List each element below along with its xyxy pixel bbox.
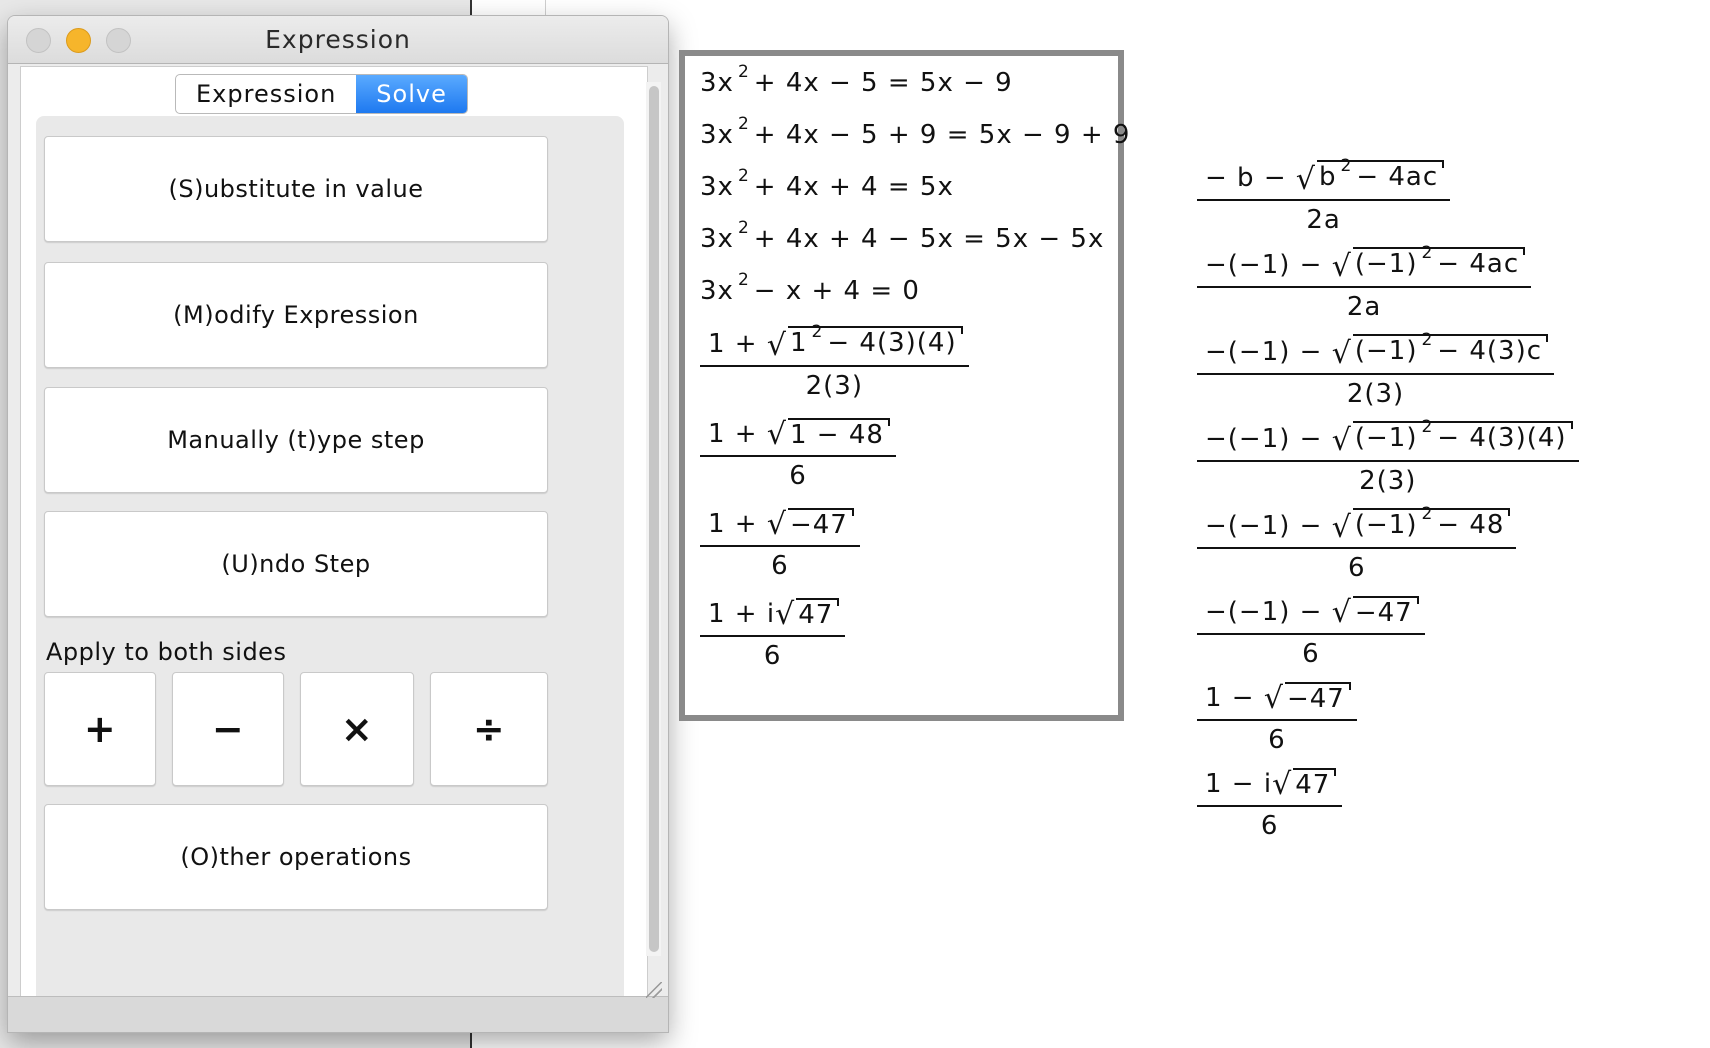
radicand: − 48 <box>1437 510 1505 540</box>
step-term: 3x <box>700 172 734 202</box>
step-row-5 <box>700 270 1130 308</box>
sqrt-icon: √ <box>1295 162 1316 197</box>
numerator-term: 1 − i <box>1205 769 1273 799</box>
title-bar[interactable] <box>8 16 668 64</box>
step-fraction-2 <box>700 417 896 493</box>
sqrt-icon: √ <box>1331 510 1352 545</box>
exponent: 2 <box>737 270 750 290</box>
radicand: (−1) <box>1354 423 1418 453</box>
step-term: 3x <box>700 276 734 306</box>
denominator: 2a <box>1306 205 1341 235</box>
resize-grip-icon[interactable] <box>646 982 662 998</box>
exponent: 2 <box>1421 504 1434 524</box>
alt-fraction-5 <box>1197 504 1516 585</box>
step-term: 3x <box>700 120 734 150</box>
alternative-steps <box>1197 156 1579 853</box>
alt-fraction-6 <box>1197 595 1425 671</box>
exponent: 2 <box>811 322 824 342</box>
radicand: − 4ac <box>1356 162 1439 192</box>
step-fraction-3 <box>700 507 860 583</box>
radicand: − 4ac <box>1437 249 1520 279</box>
divide-both-sides-button[interactable]: ÷ <box>430 672 548 786</box>
add-both-sides-button[interactable]: + <box>44 672 156 786</box>
radicand: − 4(3)(4) <box>1437 423 1567 453</box>
step-term: + 4x + 4 = 5x <box>753 172 954 202</box>
numerator-term: 1 − <box>1205 683 1255 713</box>
sqrt-icon: √ <box>1331 595 1352 630</box>
numerator-term: −(−1) − <box>1205 336 1323 367</box>
numerator-term: 1 + <box>708 419 758 449</box>
sqrt-icon: √ <box>1331 336 1352 371</box>
step-row-1 <box>700 62 1130 100</box>
tab-expression[interactable]: Expression <box>196 80 337 108</box>
alt-fraction-2 <box>1197 243 1531 324</box>
subtract-both-sides-button[interactable]: − <box>172 672 284 786</box>
denominator: 6 <box>1268 725 1286 755</box>
step-term: + 4x − 5 = 5x − 9 <box>753 68 1013 98</box>
denominator: 2(3) <box>805 371 863 401</box>
other-operations-button[interactable]: (O)ther operations <box>44 804 548 910</box>
sqrt-icon: √ <box>1272 767 1293 802</box>
exponent: 2 <box>1421 417 1434 437</box>
alt-fraction-3 <box>1197 330 1554 411</box>
step-term: 3x <box>700 224 734 254</box>
exponent: 2 <box>1421 243 1434 263</box>
radicand: −47 <box>1353 596 1417 628</box>
step-fraction-1 <box>700 322 969 403</box>
alt-fraction-7 <box>1197 681 1357 757</box>
modify-expression-button[interactable]: (M)odify Expression <box>44 262 548 368</box>
multiply-both-sides-button[interactable]: × <box>300 672 414 786</box>
sqrt-icon: √ <box>1331 249 1352 284</box>
solution-steps-box <box>679 50 1131 721</box>
sqrt-icon: √ <box>766 507 787 542</box>
step-fraction-4 <box>700 597 845 673</box>
denominator: 2(3) <box>1346 379 1405 409</box>
step-term: + 4x + 4 − 5x = 5x − 5x <box>753 224 1105 254</box>
radicand: (−1) <box>1354 336 1418 366</box>
numerator-term: 1 + i <box>708 599 776 629</box>
mode-segmented-control <box>175 74 468 114</box>
alt-fraction-8 <box>1197 767 1342 843</box>
apply-both-sides-label: Apply to both sides <box>46 638 287 666</box>
vertical-scrollbar[interactable] <box>646 82 661 956</box>
scrollbar-thumb[interactable] <box>649 86 659 952</box>
expression-window <box>8 16 668 1032</box>
substitute-button[interactable]: (S)ubstitute in value <box>44 136 548 242</box>
alt-fraction-1 <box>1197 156 1450 237</box>
numerator-term: 1 + <box>708 328 758 359</box>
numerator-term: − b − <box>1205 162 1287 193</box>
alt-fraction-4 <box>1197 417 1579 498</box>
window-title: Expression <box>265 25 411 54</box>
sqrt-icon: √ <box>775 597 796 632</box>
radicand: 1 <box>789 328 808 358</box>
radicand: 47 <box>796 598 837 630</box>
denominator: 2(3) <box>1359 466 1417 496</box>
denominator: 6 <box>763 641 782 671</box>
step-term: 3x <box>700 68 734 98</box>
step-row-3 <box>700 166 1130 204</box>
numerator-term: −(−1) − <box>1205 597 1323 627</box>
exponent: 2 <box>737 166 750 186</box>
sqrt-icon: √ <box>766 328 787 363</box>
denominator: 6 <box>1347 553 1366 583</box>
denominator: 6 <box>1302 639 1320 669</box>
exponent: 2 <box>737 218 750 238</box>
numerator-term: −(−1) − <box>1205 249 1323 280</box>
step-row-2 <box>700 114 1131 152</box>
step-term: + 4x − 5 + 9 = 5x − 9 + 9 <box>753 120 1131 150</box>
exponent: 2 <box>737 62 750 82</box>
undo-step-button[interactable]: (U)ndo Step <box>44 511 548 617</box>
numerator-term: 1 + <box>708 509 758 539</box>
radicand: 1 − 48 <box>788 418 888 450</box>
numerator-term: −(−1) − <box>1205 510 1323 541</box>
manual-type-step-button[interactable]: Manually (t)ype step <box>44 387 548 493</box>
radicand: 47 <box>1293 768 1334 800</box>
sqrt-icon: √ <box>1331 423 1352 458</box>
tab-solve[interactable]: Solve <box>356 75 467 113</box>
exponent: 2 <box>737 114 750 134</box>
denominator: 6 <box>1260 811 1279 841</box>
radicand: − 4(3)(4) <box>827 328 957 358</box>
radicand: − 4(3)c <box>1437 336 1543 366</box>
exponent: 2 <box>1421 330 1434 350</box>
step-term: − x + 4 = 0 <box>753 276 920 306</box>
sqrt-icon: √ <box>1263 681 1284 716</box>
numerator-term: −(−1) − <box>1205 423 1323 454</box>
exponent: 2 <box>1340 156 1353 176</box>
radicand: −47 <box>788 508 852 540</box>
step-row-4 <box>700 218 1130 256</box>
denominator: 6 <box>771 551 789 581</box>
window-bottom-bar <box>8 996 668 1032</box>
radicand: b <box>1319 162 1337 192</box>
denominator: 6 <box>789 461 807 491</box>
radicand: (−1) <box>1354 249 1418 279</box>
sqrt-icon: √ <box>766 417 787 452</box>
denominator: 2a <box>1346 292 1382 322</box>
radicand: (−1) <box>1354 510 1418 540</box>
radicand: −47 <box>1285 682 1349 714</box>
